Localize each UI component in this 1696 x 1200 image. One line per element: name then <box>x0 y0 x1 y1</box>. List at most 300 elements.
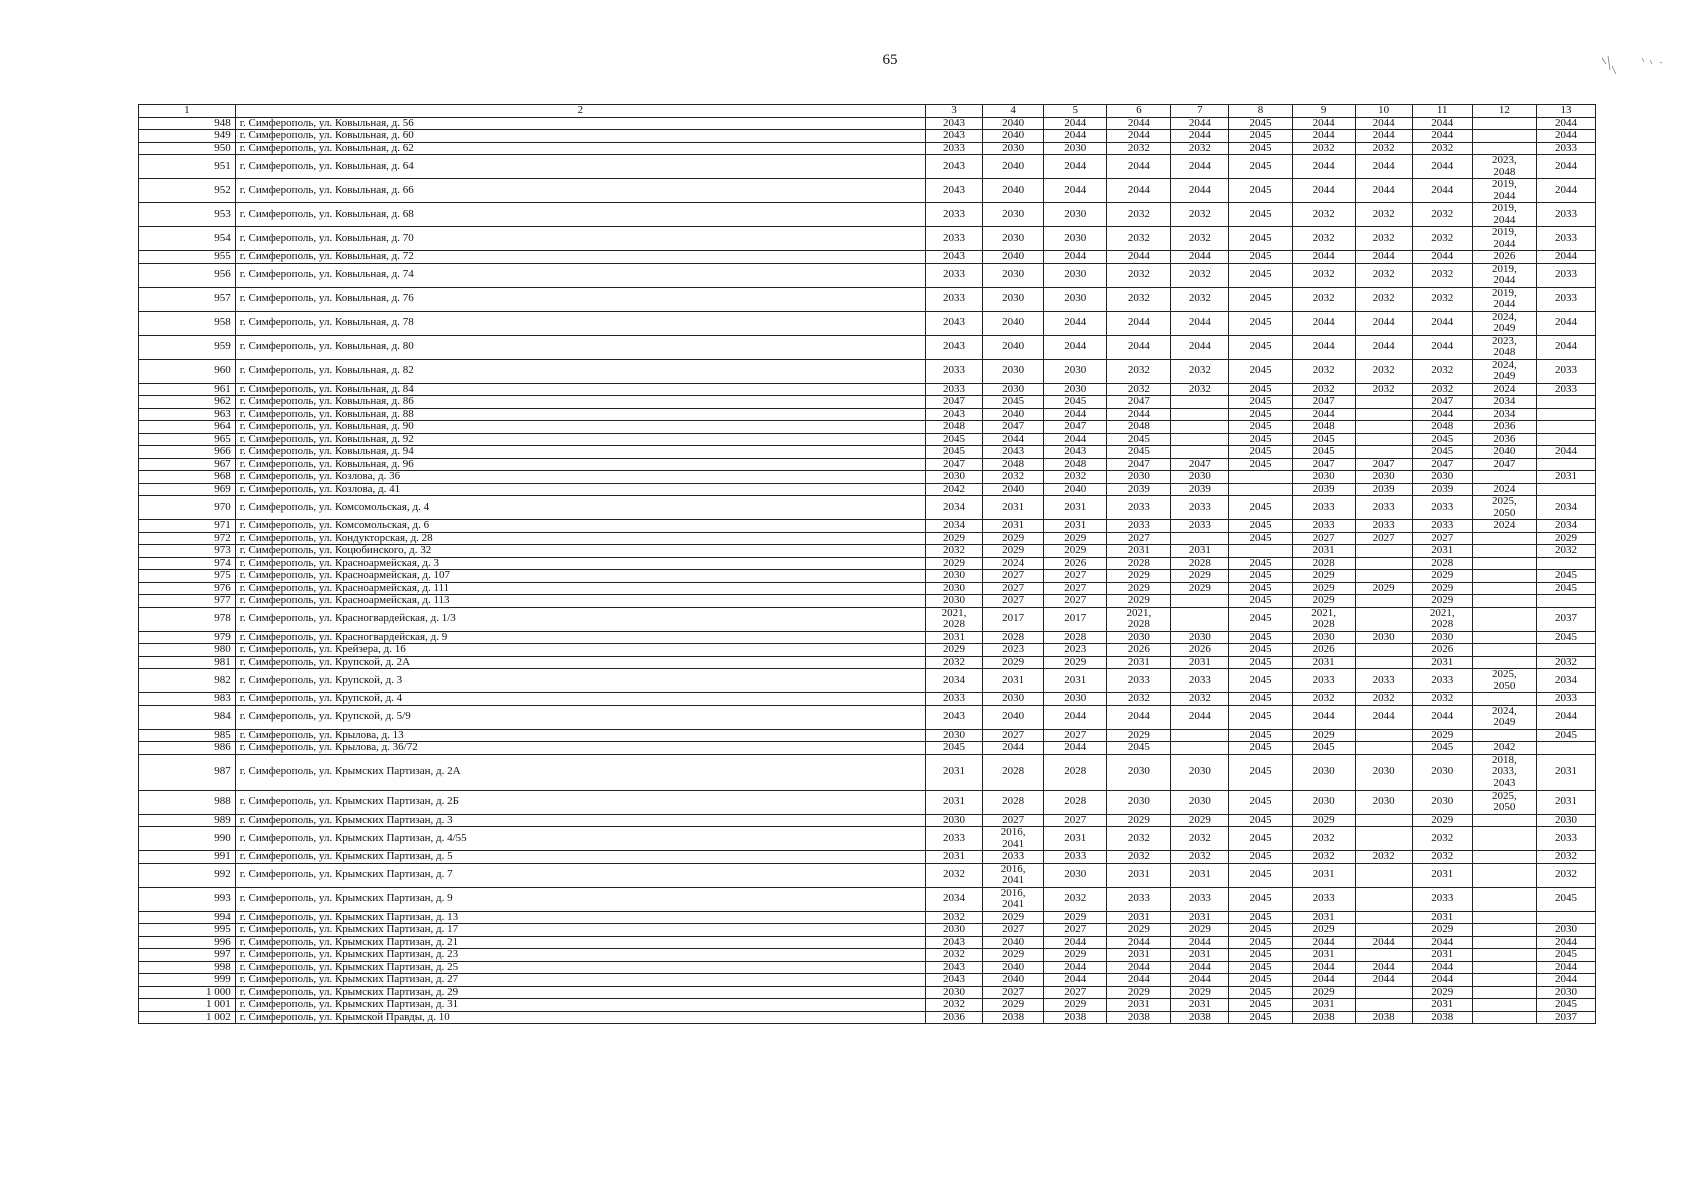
table-row <box>139 408 1596 421</box>
year-cell-col-3: 2043 <box>926 130 983 143</box>
year-cell-col-11: 2044 <box>1412 117 1472 130</box>
year-cell-col-6: 2047 <box>1107 396 1171 409</box>
year-cell-col-6: 2031 <box>1107 656 1171 669</box>
year-cell-col-5: 2027 <box>1044 924 1107 937</box>
address-cell: г. Симферополь, ул. Крейзера, д. 16 <box>235 644 925 657</box>
year-cell-col-6: 2029 <box>1107 570 1171 583</box>
year-cell-col-10: 2044 <box>1355 179 1412 203</box>
year-cell-col-7 <box>1171 595 1229 608</box>
year-cell-col-9: 2044 <box>1292 251 1355 264</box>
address-cell: г. Симферополь, ул. Красноармейская, д. 111 <box>235 582 925 595</box>
row-number: 975 <box>139 570 236 583</box>
year-cell-col-3: 2030 <box>926 471 983 484</box>
year-cell-col-5: 2032 <box>1044 887 1107 911</box>
year-cell-col-7: 2031 <box>1171 949 1229 962</box>
year-cell-col-11: 2032 <box>1412 851 1472 864</box>
column-header-2: 2 <box>235 105 925 118</box>
year-cell-col-12 <box>1472 557 1536 570</box>
year-cell-col-5: 2048 <box>1044 458 1107 471</box>
year-cell-col-11: 2031 <box>1412 545 1472 558</box>
year-cell-col-13 <box>1536 911 1595 924</box>
year-cell-col-6: 2031 <box>1107 949 1171 962</box>
year-cell-col-11: 2045 <box>1412 742 1472 755</box>
year-cell-col-6: 2044 <box>1107 117 1171 130</box>
year-cell-col-6: 2033 <box>1107 520 1171 533</box>
year-cell-col-9: 2031 <box>1292 999 1355 1012</box>
row-number: 968 <box>139 471 236 484</box>
year-cell-col-6: 2030 <box>1107 631 1171 644</box>
year-cell-col-3: 2030 <box>926 924 983 937</box>
year-cell-col-3: 2033 <box>926 287 983 311</box>
address-cell: г. Симферополь, ул. Крылова, д. 36/72 <box>235 742 925 755</box>
address-cell: г. Симферополь, ул. Крымских Партизан, д. 4/55 <box>235 827 925 851</box>
row-number: 998 <box>139 961 236 974</box>
year-cell-col-3: 2043 <box>926 155 983 179</box>
table-row <box>139 557 1596 570</box>
year-cell-col-13: 2029 <box>1536 532 1595 545</box>
year-cell-col-11: 2030 <box>1412 790 1472 814</box>
year-cell-col-10: 2032 <box>1355 142 1412 155</box>
year-cell-col-3: 2032 <box>926 863 983 887</box>
address-cell: г. Симферополь, ул. Крымской Правды, д. 10 <box>235 1011 925 1024</box>
year-cell-col-12 <box>1472 1011 1536 1024</box>
year-cell-col-7: 2029 <box>1171 986 1229 999</box>
row-number: 971 <box>139 520 236 533</box>
address-cell: г. Симферополь, ул. Комсомольская, д. 4 <box>235 496 925 520</box>
address-cell: г. Симферополь, ул. Красногвардейская, д. 9 <box>235 631 925 644</box>
year-cell-col-9: 2039 <box>1292 483 1355 496</box>
table-row <box>139 936 1596 949</box>
year-cell-col-10 <box>1355 545 1412 558</box>
table-row <box>139 142 1596 155</box>
year-cell-col-9: 2032 <box>1292 827 1355 851</box>
address-cell: г. Симферополь, ул. Козлова, д. 41 <box>235 483 925 496</box>
year-cell-col-13: 2037 <box>1536 607 1595 631</box>
address-cell: г. Симферополь, ул. Ковыльная, д. 82 <box>235 359 925 383</box>
year-cell-col-9: 2033 <box>1292 669 1355 693</box>
year-cell-col-9: 2026 <box>1292 644 1355 657</box>
year-cell-col-5: 2027 <box>1044 729 1107 742</box>
year-cell-col-7: 2033 <box>1171 887 1229 911</box>
year-cell-col-12: 2026 <box>1472 251 1536 264</box>
year-cell-col-13 <box>1536 396 1595 409</box>
year-cell-col-4: 2023 <box>983 644 1044 657</box>
year-cell-col-5: 2044 <box>1044 742 1107 755</box>
year-cell-col-7: 2032 <box>1171 827 1229 851</box>
table-row <box>139 999 1596 1012</box>
year-cell-col-6: 2029 <box>1107 729 1171 742</box>
table-row <box>139 421 1596 434</box>
row-number: 994 <box>139 911 236 924</box>
year-cell-col-11: 2029 <box>1412 570 1472 583</box>
year-cell-col-7: 2026 <box>1171 644 1229 657</box>
year-cell-col-9: 2044 <box>1292 155 1355 179</box>
year-cell-col-4: 2040 <box>983 335 1044 359</box>
year-cell-col-12: 2024 <box>1472 483 1536 496</box>
year-cell-col-6: 2044 <box>1107 251 1171 264</box>
table-row <box>139 974 1596 987</box>
year-cell-col-13: 2044 <box>1536 705 1595 729</box>
table-row <box>139 986 1596 999</box>
year-cell-col-8: 2045 <box>1229 669 1292 693</box>
row-number: 960 <box>139 359 236 383</box>
year-cell-col-4: 2031 <box>983 520 1044 533</box>
year-cell-col-6: 2030 <box>1107 754 1171 790</box>
table-row <box>139 1011 1596 1024</box>
year-cell-col-4: 2045 <box>983 396 1044 409</box>
year-cell-col-12 <box>1472 532 1536 545</box>
year-cell-col-3: 2033 <box>926 383 983 396</box>
year-cell-col-11: 2044 <box>1412 408 1472 421</box>
year-cell-col-6: 2044 <box>1107 705 1171 729</box>
year-cell-col-7: 2030 <box>1171 790 1229 814</box>
table-row <box>139 335 1596 359</box>
year-cell-col-5: 2044 <box>1044 408 1107 421</box>
address-cell: г. Симферополь, ул. Крымских Партизан, д. 27 <box>235 974 925 987</box>
year-cell-col-3: 2032 <box>926 911 983 924</box>
table-row <box>139 383 1596 396</box>
address-cell: г. Симферополь, ул. Ковыльная, д. 78 <box>235 311 925 335</box>
year-cell-col-13: 2032 <box>1536 851 1595 864</box>
row-number: 948 <box>139 117 236 130</box>
year-cell-col-5: 2027 <box>1044 582 1107 595</box>
table-row <box>139 827 1596 851</box>
year-cell-col-7: 2032 <box>1171 142 1229 155</box>
table-row <box>139 311 1596 335</box>
year-cell-col-9: 2030 <box>1292 471 1355 484</box>
year-cell-col-5: 2030 <box>1044 142 1107 155</box>
year-cell-col-10 <box>1355 644 1412 657</box>
year-cell-col-9: 2030 <box>1292 631 1355 644</box>
year-cell-col-12: 2036 <box>1472 433 1536 446</box>
year-cell-col-9: 2048 <box>1292 421 1355 434</box>
year-cell-col-5: 2027 <box>1044 986 1107 999</box>
address-cell: г. Симферополь, ул. Крупской, д. 5/9 <box>235 705 925 729</box>
year-cell-col-8: 2045 <box>1229 383 1292 396</box>
year-cell-col-7: 2032 <box>1171 287 1229 311</box>
year-cell-col-13: 2044 <box>1536 335 1595 359</box>
year-cell-col-9: 2032 <box>1292 383 1355 396</box>
year-cell-col-13 <box>1536 742 1595 755</box>
year-cell-col-10 <box>1355 656 1412 669</box>
year-cell-col-7: 2044 <box>1171 251 1229 264</box>
year-cell-col-7: 2044 <box>1171 335 1229 359</box>
year-cell-col-7: 2028 <box>1171 557 1229 570</box>
housing-schedule-table <box>138 104 1596 1024</box>
row-number: 970 <box>139 496 236 520</box>
row-number: 953 <box>139 203 236 227</box>
year-cell-col-3: 2032 <box>926 545 983 558</box>
year-cell-col-5: 2044 <box>1044 251 1107 264</box>
year-cell-col-13: 2044 <box>1536 117 1595 130</box>
year-cell-col-9: 2033 <box>1292 520 1355 533</box>
year-cell-col-13 <box>1536 644 1595 657</box>
year-cell-col-10: 2044 <box>1355 251 1412 264</box>
year-cell-col-4: 2031 <box>983 669 1044 693</box>
row-number: 966 <box>139 446 236 459</box>
year-cell-col-8: 2045 <box>1229 705 1292 729</box>
table-row <box>139 693 1596 706</box>
year-cell-col-10: 2044 <box>1355 335 1412 359</box>
year-cell-col-3: 2034 <box>926 520 983 533</box>
year-cell-col-3: 2043 <box>926 974 983 987</box>
table-row <box>139 742 1596 755</box>
year-cell-col-11: 2032 <box>1412 142 1472 155</box>
year-cell-col-8: 2045 <box>1229 936 1292 949</box>
row-number: 997 <box>139 949 236 962</box>
year-cell-col-9: 2032 <box>1292 851 1355 864</box>
year-cell-col-3: 2030 <box>926 582 983 595</box>
year-cell-col-9: 2032 <box>1292 693 1355 706</box>
year-cell-col-4: 2029 <box>983 911 1044 924</box>
year-cell-col-5: 2029 <box>1044 911 1107 924</box>
address-cell: г. Симферополь, ул. Крупской, д. 4 <box>235 693 925 706</box>
year-cell-col-12: 2019, 2044 <box>1472 287 1536 311</box>
year-cell-col-5: 2030 <box>1044 287 1107 311</box>
year-cell-col-7 <box>1171 433 1229 446</box>
year-cell-col-12: 2019, 2044 <box>1472 227 1536 251</box>
year-cell-col-5: 2026 <box>1044 557 1107 570</box>
year-cell-col-11: 2045 <box>1412 433 1472 446</box>
year-cell-col-3: 2048 <box>926 421 983 434</box>
year-cell-col-3: 2029 <box>926 644 983 657</box>
year-cell-col-8: 2045 <box>1229 179 1292 203</box>
address-cell: г. Симферополь, ул. Крымских Партизан, д. 17 <box>235 924 925 937</box>
year-cell-col-13: 2033 <box>1536 693 1595 706</box>
year-cell-col-12: 2019, 2044 <box>1472 179 1536 203</box>
year-cell-col-3: 2033 <box>926 142 983 155</box>
year-cell-col-5: 2028 <box>1044 790 1107 814</box>
year-cell-col-7 <box>1171 742 1229 755</box>
year-cell-col-11: 2029 <box>1412 986 1472 999</box>
year-cell-col-12: 2025, 2050 <box>1472 790 1536 814</box>
table-row <box>139 532 1596 545</box>
year-cell-col-7 <box>1171 729 1229 742</box>
year-cell-col-6: 2031 <box>1107 545 1171 558</box>
year-cell-col-6: 2031 <box>1107 911 1171 924</box>
table-row <box>139 227 1596 251</box>
address-cell: г. Симферополь, ул. Ковыльная, д. 66 <box>235 179 925 203</box>
year-cell-col-8: 2045 <box>1229 961 1292 974</box>
address-cell: г. Симферополь, ул. Крымских Партизан, д. 3 <box>235 814 925 827</box>
year-cell-col-11: 2031 <box>1412 911 1472 924</box>
year-cell-col-8: 2045 <box>1229 396 1292 409</box>
year-cell-col-4: 2032 <box>983 471 1044 484</box>
year-cell-col-5: 2044 <box>1044 155 1107 179</box>
year-cell-col-4: 2040 <box>983 311 1044 335</box>
year-cell-col-11: 2044 <box>1412 961 1472 974</box>
year-cell-col-10 <box>1355 999 1412 1012</box>
year-cell-col-12 <box>1472 999 1536 1012</box>
table-row <box>139 961 1596 974</box>
year-cell-col-9: 2028 <box>1292 557 1355 570</box>
year-cell-col-5: 2029 <box>1044 545 1107 558</box>
year-cell-col-10: 2032 <box>1355 851 1412 864</box>
year-cell-col-13: 2033 <box>1536 227 1595 251</box>
year-cell-col-6: 2032 <box>1107 827 1171 851</box>
year-cell-col-9: 2045 <box>1292 742 1355 755</box>
year-cell-col-12: 2040 <box>1472 446 1536 459</box>
year-cell-col-13: 2045 <box>1536 949 1595 962</box>
year-cell-col-8: 2045 <box>1229 570 1292 583</box>
year-cell-col-12 <box>1472 986 1536 999</box>
year-cell-col-11: 2033 <box>1412 496 1472 520</box>
year-cell-col-6: 2039 <box>1107 483 1171 496</box>
year-cell-col-3: 2021, 2028 <box>926 607 983 631</box>
year-cell-col-6: 2044 <box>1107 130 1171 143</box>
year-cell-col-6: 2026 <box>1107 644 1171 657</box>
year-cell-col-4: 2040 <box>983 130 1044 143</box>
year-cell-col-12: 2024, 2049 <box>1472 705 1536 729</box>
year-cell-col-4: 2029 <box>983 545 1044 558</box>
year-cell-col-13: 2045 <box>1536 999 1595 1012</box>
year-cell-col-7: 2044 <box>1171 155 1229 179</box>
year-cell-col-13: 2045 <box>1536 631 1595 644</box>
table-row <box>139 471 1596 484</box>
year-cell-col-10: 2030 <box>1355 471 1412 484</box>
year-cell-col-10 <box>1355 446 1412 459</box>
year-cell-col-12: 2025, 2050 <box>1472 496 1536 520</box>
year-cell-col-9: 2044 <box>1292 408 1355 421</box>
year-cell-col-12: 2034 <box>1472 408 1536 421</box>
table-row <box>139 949 1596 962</box>
year-cell-col-7: 2033 <box>1171 520 1229 533</box>
year-cell-col-10 <box>1355 949 1412 962</box>
year-cell-col-12 <box>1472 924 1536 937</box>
year-cell-col-11: 2047 <box>1412 458 1472 471</box>
year-cell-col-8: 2045 <box>1229 142 1292 155</box>
address-cell: г. Симферополь, ул. Крымских Партизан, д. 5 <box>235 851 925 864</box>
year-cell-col-4: 2044 <box>983 742 1044 755</box>
row-number: 995 <box>139 924 236 937</box>
year-cell-col-9: 2031 <box>1292 911 1355 924</box>
year-cell-col-11: 2044 <box>1412 335 1472 359</box>
year-cell-col-5: 2044 <box>1044 335 1107 359</box>
row-number: 958 <box>139 311 236 335</box>
address-cell: г. Симферополь, ул. Ковыльная, д. 62 <box>235 142 925 155</box>
row-number: 983 <box>139 693 236 706</box>
year-cell-col-5: 2043 <box>1044 446 1107 459</box>
year-cell-col-6: 2029 <box>1107 595 1171 608</box>
year-cell-col-9: 2029 <box>1292 729 1355 742</box>
year-cell-col-11: 2033 <box>1412 669 1472 693</box>
year-cell-col-8: 2045 <box>1229 656 1292 669</box>
year-cell-col-9: 2044 <box>1292 117 1355 130</box>
year-cell-col-10 <box>1355 863 1412 887</box>
year-cell-col-13: 2032 <box>1536 863 1595 887</box>
table-row <box>139 631 1596 644</box>
year-cell-col-13 <box>1536 433 1595 446</box>
year-cell-col-9: 2047 <box>1292 458 1355 471</box>
year-cell-col-5: 2030 <box>1044 383 1107 396</box>
year-cell-col-3: 2033 <box>926 203 983 227</box>
year-cell-col-8: 2045 <box>1229 851 1292 864</box>
year-cell-col-6: 2048 <box>1107 421 1171 434</box>
row-number: 973 <box>139 545 236 558</box>
year-cell-col-9: 2029 <box>1292 582 1355 595</box>
year-cell-col-6: 2029 <box>1107 582 1171 595</box>
row-number: 988 <box>139 790 236 814</box>
year-cell-col-12 <box>1472 911 1536 924</box>
year-cell-col-11: 2029 <box>1412 729 1472 742</box>
year-cell-col-6: 2029 <box>1107 814 1171 827</box>
table-row <box>139 396 1596 409</box>
column-header-10: 10 <box>1355 105 1412 118</box>
year-cell-col-8: 2045 <box>1229 311 1292 335</box>
year-cell-col-3: 2029 <box>926 557 983 570</box>
year-cell-col-8: 2045 <box>1229 582 1292 595</box>
year-cell-col-5: 2044 <box>1044 117 1107 130</box>
year-cell-col-8: 2045 <box>1229 532 1292 545</box>
year-cell-col-13: 2044 <box>1536 130 1595 143</box>
year-cell-col-13: 2033 <box>1536 383 1595 396</box>
table-row <box>139 446 1596 459</box>
year-cell-col-8: 2045 <box>1229 595 1292 608</box>
year-cell-col-5: 2033 <box>1044 851 1107 864</box>
year-cell-col-5: 2045 <box>1044 396 1107 409</box>
year-cell-col-9: 2044 <box>1292 311 1355 335</box>
row-number: 987 <box>139 754 236 790</box>
row-number: 993 <box>139 887 236 911</box>
year-cell-col-4: 2030 <box>983 287 1044 311</box>
year-cell-col-9: 2031 <box>1292 656 1355 669</box>
year-cell-col-8: 2045 <box>1229 359 1292 383</box>
year-cell-col-5: 2023 <box>1044 644 1107 657</box>
year-cell-col-10: 2032 <box>1355 203 1412 227</box>
year-cell-col-10: 2033 <box>1355 669 1412 693</box>
year-cell-col-4: 2027 <box>983 814 1044 827</box>
year-cell-col-6: 2044 <box>1107 974 1171 987</box>
table-row <box>139 863 1596 887</box>
address-cell: г. Симферополь, ул. Ковыльная, д. 68 <box>235 203 925 227</box>
row-number: 984 <box>139 705 236 729</box>
year-cell-col-8: 2045 <box>1229 729 1292 742</box>
year-cell-col-10: 2027 <box>1355 532 1412 545</box>
year-cell-col-10: 2032 <box>1355 263 1412 287</box>
year-cell-col-4: 2029 <box>983 532 1044 545</box>
year-cell-col-13: 2030 <box>1536 814 1595 827</box>
row-number: 957 <box>139 287 236 311</box>
row-number: 989 <box>139 814 236 827</box>
year-cell-col-11: 2032 <box>1412 227 1472 251</box>
address-cell: г. Симферополь, ул. Красноармейская, д. 3 <box>235 557 925 570</box>
year-cell-col-8: 2045 <box>1229 790 1292 814</box>
year-cell-col-6: 2045 <box>1107 742 1171 755</box>
year-cell-col-13: 2044 <box>1536 179 1595 203</box>
year-cell-col-13: 2045 <box>1536 582 1595 595</box>
year-cell-col-12 <box>1472 130 1536 143</box>
table-row <box>139 607 1596 631</box>
year-cell-col-7: 2029 <box>1171 924 1229 937</box>
table-row <box>139 814 1596 827</box>
table-row <box>139 582 1596 595</box>
year-cell-col-11: 2029 <box>1412 582 1472 595</box>
year-cell-col-12 <box>1472 827 1536 851</box>
column-header-6: 6 <box>1107 105 1171 118</box>
year-cell-col-13: 2044 <box>1536 936 1595 949</box>
year-cell-col-4: 2027 <box>983 595 1044 608</box>
year-cell-col-13: 2045 <box>1536 887 1595 911</box>
year-cell-col-13: 2032 <box>1536 656 1595 669</box>
year-cell-col-7: 2030 <box>1171 631 1229 644</box>
address-cell: г. Симферополь, ул. Крымских Партизан, д. 9 <box>235 887 925 911</box>
year-cell-col-6: 2031 <box>1107 999 1171 1012</box>
table-row <box>139 483 1596 496</box>
table-row <box>139 595 1596 608</box>
year-cell-col-13 <box>1536 483 1595 496</box>
year-cell-col-3: 2034 <box>926 496 983 520</box>
year-cell-col-9: 2032 <box>1292 142 1355 155</box>
